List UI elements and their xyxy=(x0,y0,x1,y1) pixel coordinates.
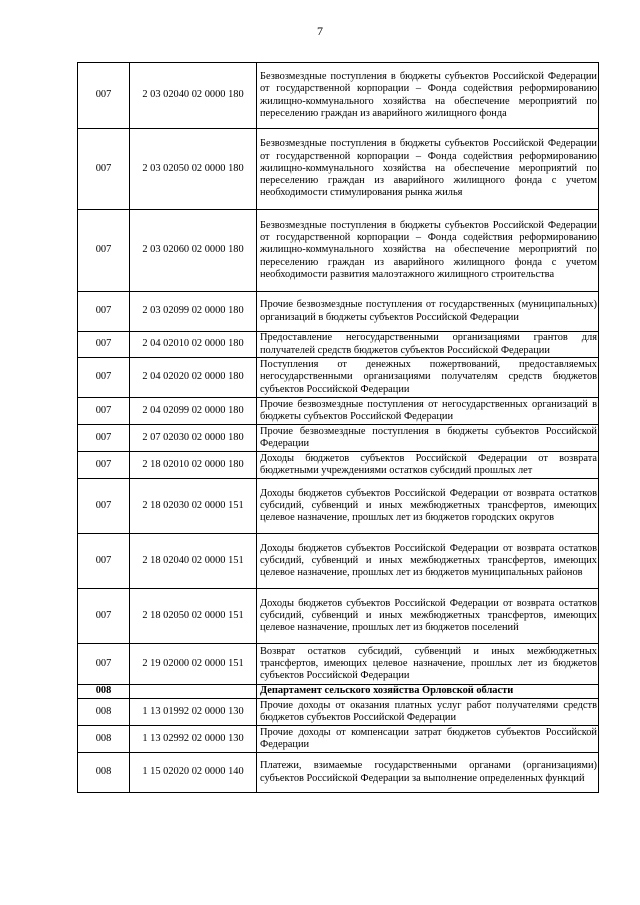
row-admin-code: 007 xyxy=(78,129,130,210)
row-kbk-code: 2 18 02030 02 0000 151 xyxy=(130,479,257,534)
row-description: Прочие доходы от компенсации затрат бюджетов субъектов Российской Федерации xyxy=(257,726,599,753)
row-admin-code: 007 xyxy=(78,292,130,332)
row-description: Возврат остатков субсидий, субвенций и иных межбюджетных трансфертов, имеющих целевое назначение, прошлых лет из бюджетов субъектов Российской Федерации xyxy=(257,644,599,685)
table-row xyxy=(78,534,599,589)
row-kbk-code: 2 04 02010 02 0000 180 xyxy=(130,332,257,358)
row-kbk-code: 1 15 02020 02 0000 140 xyxy=(130,753,257,793)
row-kbk-code: 2 03 02050 02 0000 180 xyxy=(130,129,257,210)
table-row xyxy=(78,425,599,452)
row-description: Безвозмездные поступления в бюджеты субъектов Российской Федерации от государственной корпорации – Фонда содействия реформированию жилищно-коммунального хозяйства на обеспечение мероприятий по переселению граждан из аварийного жилищного фонда xyxy=(257,63,599,129)
page-number: 7 xyxy=(317,24,323,38)
table-row xyxy=(78,753,599,793)
row-description: Доходы бюджетов субъектов Российской Федерации от возврата бюджетными учреждениями остатков субсидий прошлых лет xyxy=(257,452,599,479)
row-description: Доходы бюджетов субъектов Российской Федерации от возврата остатков субсидий, субвенций и иных межбюджетных трансфертов, имеющих целевое назначение, прошлых лет из бюджетов поселений xyxy=(257,589,599,644)
row-description: Поступления от денежных пожертвований, предоставляемых негосударственными организациями получателям средств бюджетов субъектов Российской Федерации xyxy=(257,358,599,398)
row-description: Безвозмездные поступления в бюджеты субъектов Российской Федерации от государственной корпорации – Фонда содействия реформированию жилищно-коммунального хозяйства на обеспечение мероприятий по переселению граждан из аварийного жилищного фонда с учетом необходимости стимулирования рынка жилья xyxy=(257,129,599,210)
table-row xyxy=(78,129,599,210)
row-description: Прочие безвозмездные поступления от государственных (муниципальных) организаций в бюджеты субъектов Российской Федерации xyxy=(257,292,599,332)
row-admin-code: 007 xyxy=(78,534,130,589)
row-admin-code: 008 xyxy=(78,685,130,699)
row-kbk-code: 2 18 02050 02 0000 151 xyxy=(130,589,257,644)
row-kbk-code: 1 13 01992 02 0000 130 xyxy=(130,699,257,726)
row-kbk-code: 2 04 02020 02 0000 180 xyxy=(130,358,257,398)
row-admin-code: 007 xyxy=(78,644,130,685)
row-admin-code: 007 xyxy=(78,479,130,534)
table-row xyxy=(78,332,599,358)
row-admin-code: 007 xyxy=(78,452,130,479)
row-admin-code: 008 xyxy=(78,699,130,726)
row-description: Доходы бюджетов субъектов Российской Федерации от возврата остатков субсидий, субвенций и иных межбюджетных трансфертов, имеющих целевое назначение, прошлых лет из бюджетов муниципальных районов xyxy=(257,534,599,589)
budget-revenue-table xyxy=(77,62,599,793)
table-row xyxy=(78,452,599,479)
row-description: Предоставление негосударственными организациями грантов для получателей средств бюджетов субъектов Российской Федерации xyxy=(257,332,599,358)
table-row xyxy=(78,63,599,129)
table-row xyxy=(78,398,599,425)
row-description: Департамент сельского хозяйства Орловской области xyxy=(257,685,599,699)
row-admin-code: 007 xyxy=(78,425,130,452)
row-admin-code: 007 xyxy=(78,398,130,425)
row-kbk-code: 2 03 02099 02 0000 180 xyxy=(130,292,257,332)
table-row xyxy=(78,726,599,753)
table-row xyxy=(78,479,599,534)
row-kbk-code: 2 19 02000 02 0000 151 xyxy=(130,644,257,685)
row-description: Прочие доходы от оказания платных услуг работ получателями средств бюджетов субъектов Российской Федерации xyxy=(257,699,599,726)
row-kbk-code: 2 07 02030 02 0000 180 xyxy=(130,425,257,452)
row-description: Прочие безвозмездные поступления в бюджеты субъектов Российской Федерации xyxy=(257,425,599,452)
table-row xyxy=(78,210,599,292)
row-description: Доходы бюджетов субъектов Российской Федерации от возврата остатков субсидий, субвенций и иных межбюджетных трансфертов, имеющих целевое назначение, прошлых лет из бюджетов городских округов xyxy=(257,479,599,534)
row-kbk-code: 2 18 02040 02 0000 151 xyxy=(130,534,257,589)
row-admin-code: 007 xyxy=(78,589,130,644)
table-row xyxy=(78,292,599,332)
row-description: Прочие безвозмездные поступления от негосударственных организаций в бюджеты субъектов Российской Федерации xyxy=(257,398,599,425)
row-admin-code: 008 xyxy=(78,753,130,793)
row-description: Платежи, взимаемые государственными органами (организациями) субъектов Российской Федерации за выполнение определенных функций xyxy=(257,753,599,793)
section-row xyxy=(78,685,599,699)
row-kbk-code: 2 03 02040 02 0000 180 xyxy=(130,63,257,129)
table-row xyxy=(78,589,599,644)
row-description: Безвозмездные поступления в бюджеты субъектов Российской Федерации от государственной корпорации – Фонда содействия реформированию жилищно-коммунального хозяйства на обеспечение мероприятий по переселению граждан из аварийного жилищного фонда с учетом необходимости развития малоэтажного жилищного строительства xyxy=(257,210,599,292)
row-admin-code: 007 xyxy=(78,63,130,129)
row-kbk-code: 2 18 02010 02 0000 180 xyxy=(130,452,257,479)
table-row xyxy=(78,699,599,726)
row-admin-code: 007 xyxy=(78,332,130,358)
row-admin-code: 008 xyxy=(78,726,130,753)
row-kbk-code: 2 04 02099 02 0000 180 xyxy=(130,398,257,425)
row-admin-code: 007 xyxy=(78,210,130,292)
table-row xyxy=(78,358,599,398)
row-admin-code: 007 xyxy=(78,358,130,398)
row-kbk-code xyxy=(130,685,257,699)
row-kbk-code: 2 03 02060 02 0000 180 xyxy=(130,210,257,292)
row-kbk-code: 1 13 02992 02 0000 130 xyxy=(130,726,257,753)
table-row xyxy=(78,644,599,685)
